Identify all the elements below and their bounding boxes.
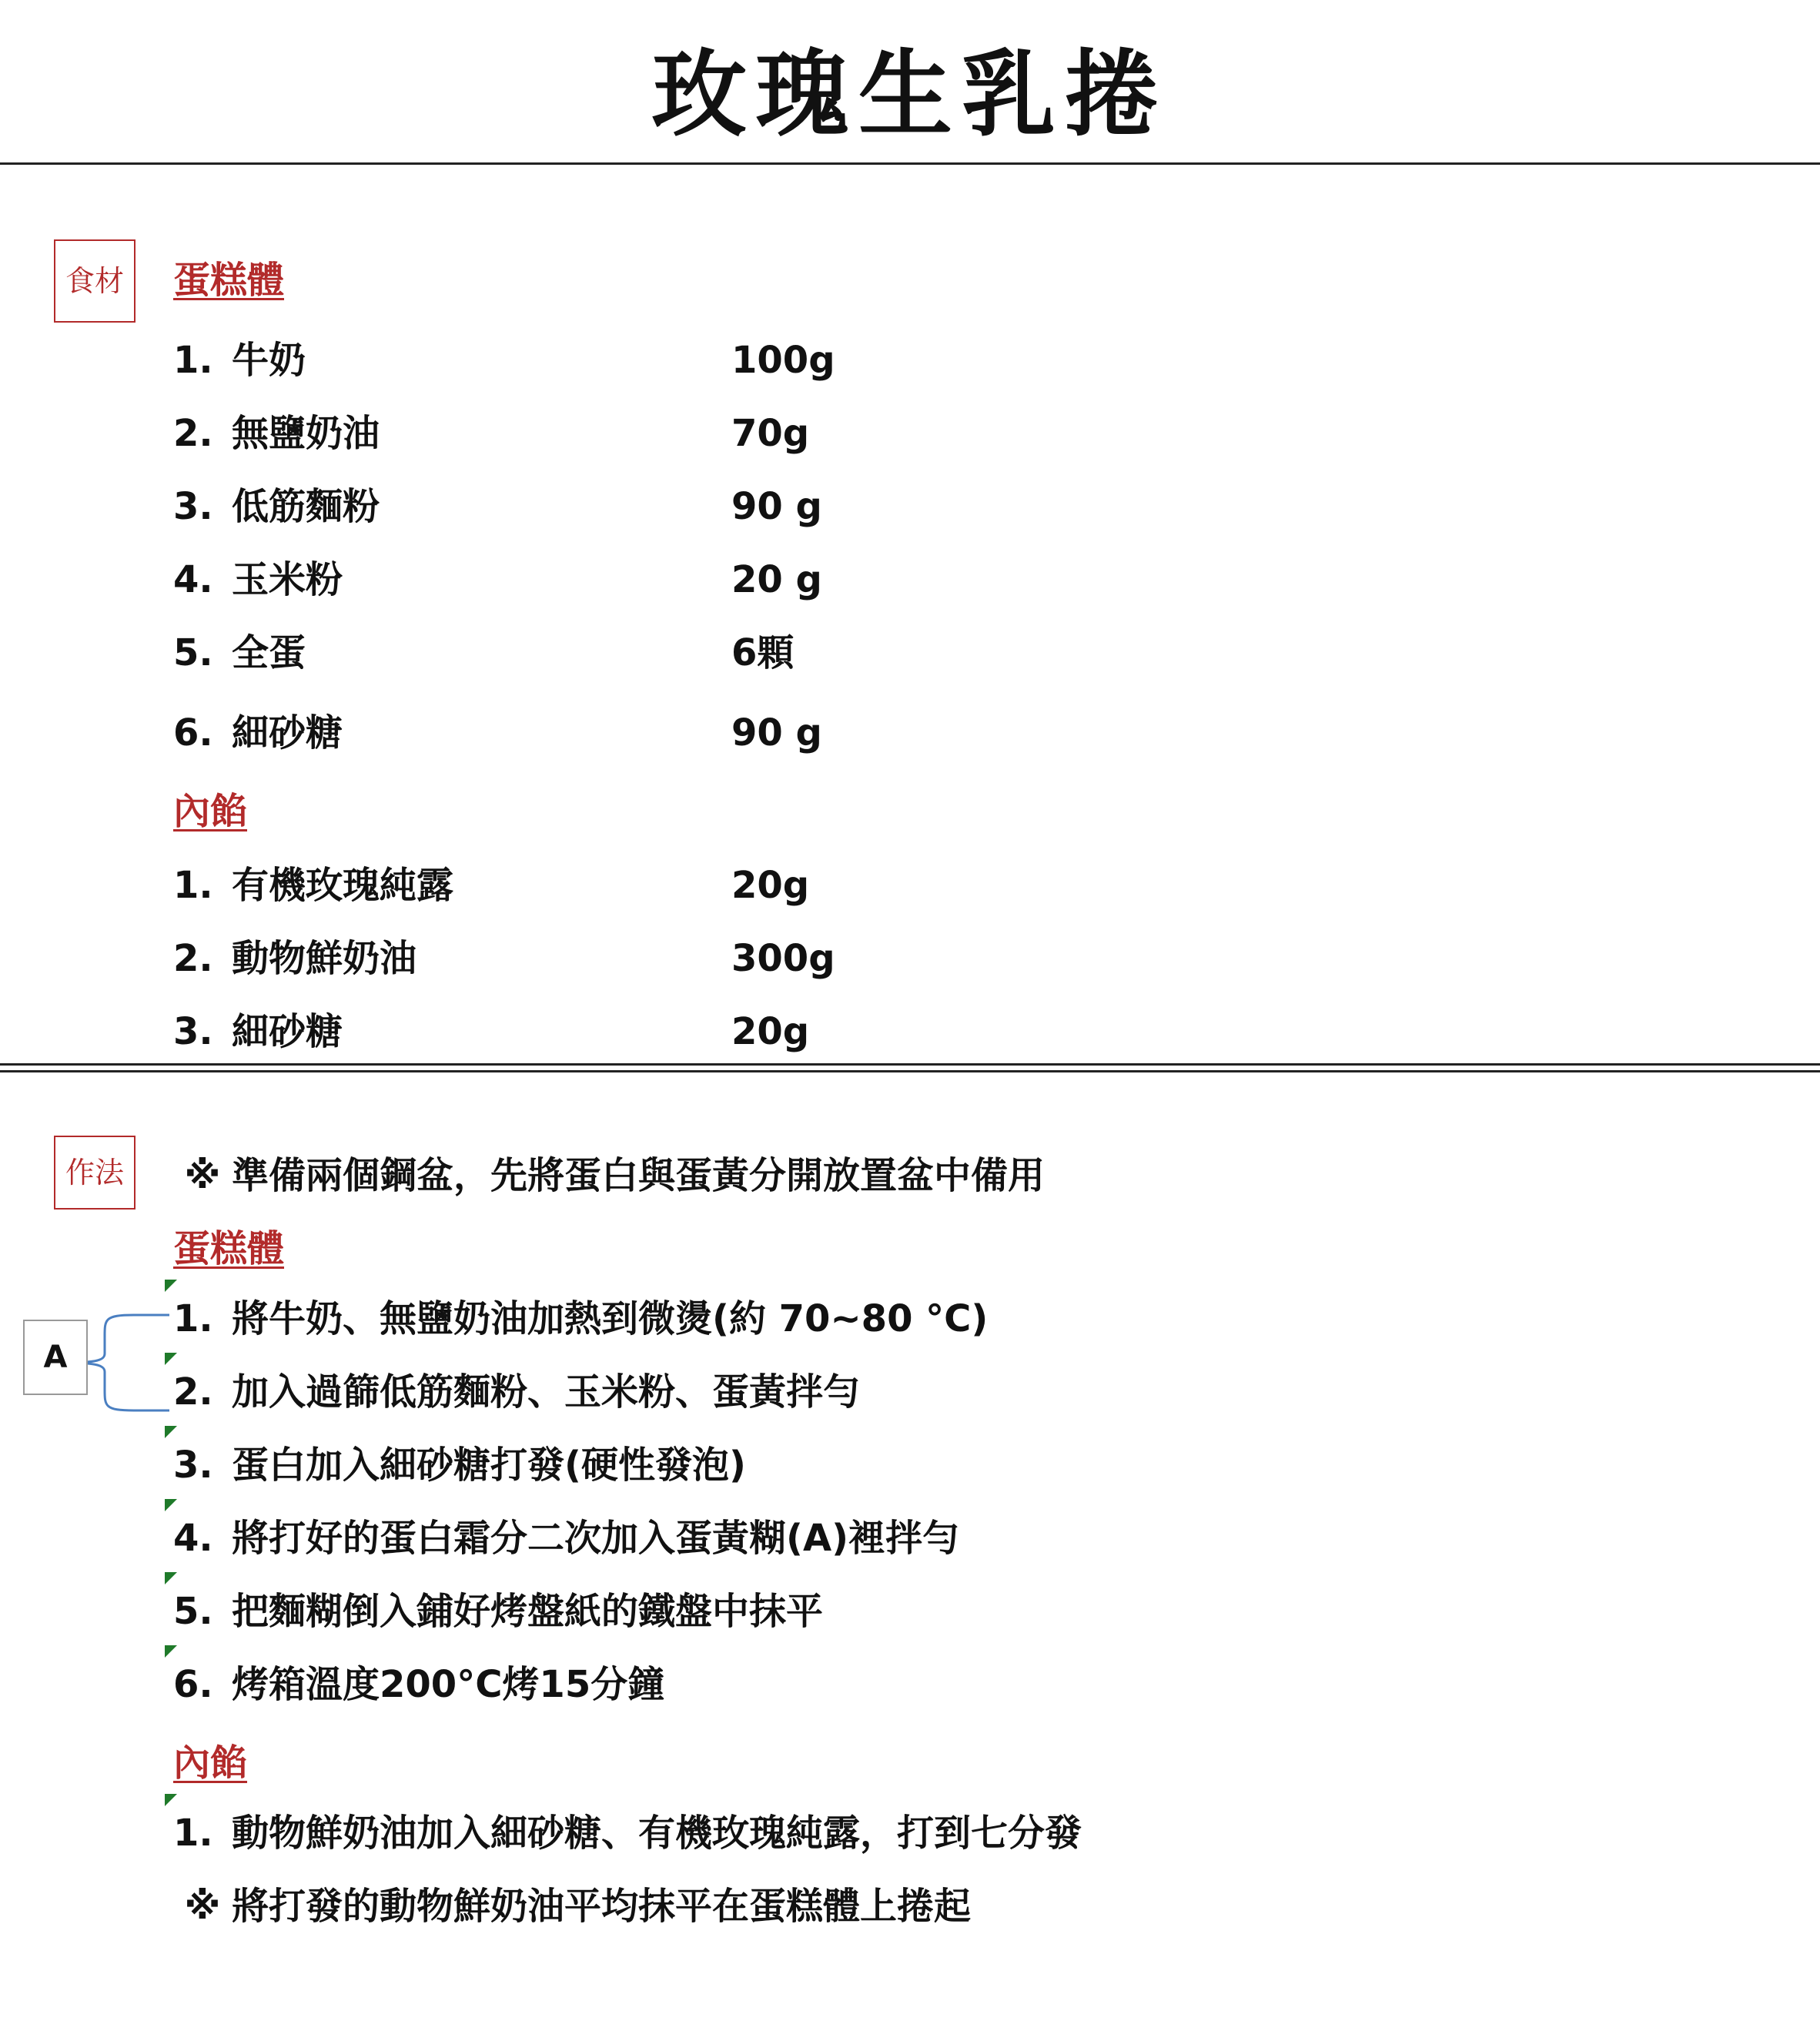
flag-marker	[165, 1499, 177, 1511]
step-text: 烤箱溫度200°C烤15分鐘	[232, 1663, 665, 1706]
step-text: 將牛奶、無鹽奶油加熱到微燙(約 70~80 °C)	[232, 1297, 989, 1340]
ingredient-row	[173, 484, 380, 530]
ingredient-row	[173, 935, 417, 982]
flag-marker	[165, 1280, 177, 1292]
note-text: 準備兩個鋼盆，先將蛋白與蛋黃分開放置盆中備用	[232, 1154, 1045, 1197]
ingredient-amount: 90 g	[731, 485, 822, 528]
flag-marker	[165, 1426, 177, 1438]
step-text: 把麵糊倒入鋪好烤盤紙的鐵盤中抹平	[232, 1590, 824, 1633]
ingredient-amount: 6顆	[731, 631, 795, 674]
ingredient-name: 玉米粉	[232, 558, 343, 601]
method-step	[173, 1296, 988, 1342]
ingredient-name: 無鹽奶油	[232, 412, 380, 455]
step-number: 6.	[173, 1663, 213, 1706]
ingredient-name: 細砂糖	[232, 1010, 343, 1053]
method-step	[173, 1588, 823, 1635]
ingredient-amount: 20g	[731, 1010, 810, 1053]
step-text: 將打好的蛋白霜分二次加入蛋黃糊(A)裡拌勻	[232, 1517, 960, 1560]
group-label-box: A	[23, 1320, 88, 1395]
ingredient-row	[173, 410, 380, 457]
ingredient-amount: 90 g	[731, 711, 822, 755]
ingredient-number: 3.	[173, 485, 213, 528]
ingredient-amount: 20 g	[731, 558, 822, 601]
step-number: 1.	[173, 1297, 213, 1340]
ingredients-label-box: 食材	[54, 239, 135, 323]
step-number: 4.	[173, 1517, 213, 1560]
ingredient-amount: 20g	[731, 864, 810, 907]
step-text: 加入過篩低筋麵粉、玉米粉、蛋黃拌勻	[232, 1370, 861, 1414]
flag-marker	[165, 1645, 177, 1658]
ingredient-number: 2.	[173, 937, 213, 980]
step-number: 2.	[173, 1370, 213, 1414]
note-mark: ※	[184, 1154, 221, 1197]
method-label-box: 作法	[54, 1136, 135, 1210]
ingredient-amount: 300g	[731, 937, 835, 980]
section-divider	[0, 1063, 1820, 1066]
step-number: 5.	[173, 1590, 213, 1633]
ingredient-name: 低筋麵粉	[232, 485, 380, 528]
flag-marker	[165, 1572, 177, 1584]
method-step	[173, 1810, 1082, 1856]
ingredient-row	[173, 557, 343, 603]
ingredient-number: 4.	[173, 558, 213, 601]
final-note	[173, 1883, 971, 1929]
step-text: 蛋白加入細砂糖打發(硬性發泡)	[232, 1444, 746, 1487]
ingredient-amount: 100g	[731, 339, 835, 382]
ingredient-row	[173, 862, 453, 908]
title-divider	[0, 162, 1820, 165]
ingredient-name: 細砂糖	[232, 711, 343, 755]
page-title: 玫瑰生乳捲	[652, 40, 1168, 149]
filling-method-heading: 內餡	[173, 1742, 248, 1785]
ingredient-name: 牛奶	[232, 339, 306, 382]
cake-method-heading: 蛋糕體	[173, 1227, 285, 1270]
cake-ingredients-heading: 蛋糕體	[173, 259, 285, 302]
ingredient-name: 有機玫瑰純露	[232, 864, 454, 907]
method-step	[173, 1661, 664, 1708]
ingredient-number: 5.	[173, 631, 213, 674]
method-step	[173, 1369, 860, 1415]
ingredient-name: 動物鮮奶油	[232, 937, 417, 980]
prep-note	[173, 1153, 1045, 1199]
ingredient-number: 1.	[173, 864, 213, 907]
ingredient-number: 2.	[173, 412, 213, 455]
step-number: 1.	[173, 1812, 213, 1855]
step-number: 3.	[173, 1444, 213, 1487]
section-divider	[0, 1070, 1820, 1072]
ingredient-number: 1.	[173, 339, 213, 382]
ingredient-amount: 70g	[731, 412, 810, 455]
flag-marker	[165, 1794, 177, 1806]
ingredient-row	[173, 710, 343, 756]
ingredient-number: 6.	[173, 711, 213, 755]
step-text: 動物鮮奶油加入細砂糖、有機玫瑰純露，打到七分發	[232, 1812, 1082, 1855]
method-step	[173, 1515, 959, 1561]
filling-ingredients-heading: 內餡	[173, 790, 248, 833]
method-step	[173, 1442, 746, 1488]
ingredient-name: 全蛋	[232, 631, 306, 674]
note-mark: ※	[184, 1885, 221, 1928]
note-text: 將打發的動物鮮奶油平均抹平在蛋糕體上捲起	[232, 1885, 972, 1928]
ingredient-row	[173, 630, 306, 676]
ingredient-row	[173, 1009, 343, 1055]
ingredient-row	[173, 337, 306, 383]
ingredient-number: 3.	[173, 1010, 213, 1053]
